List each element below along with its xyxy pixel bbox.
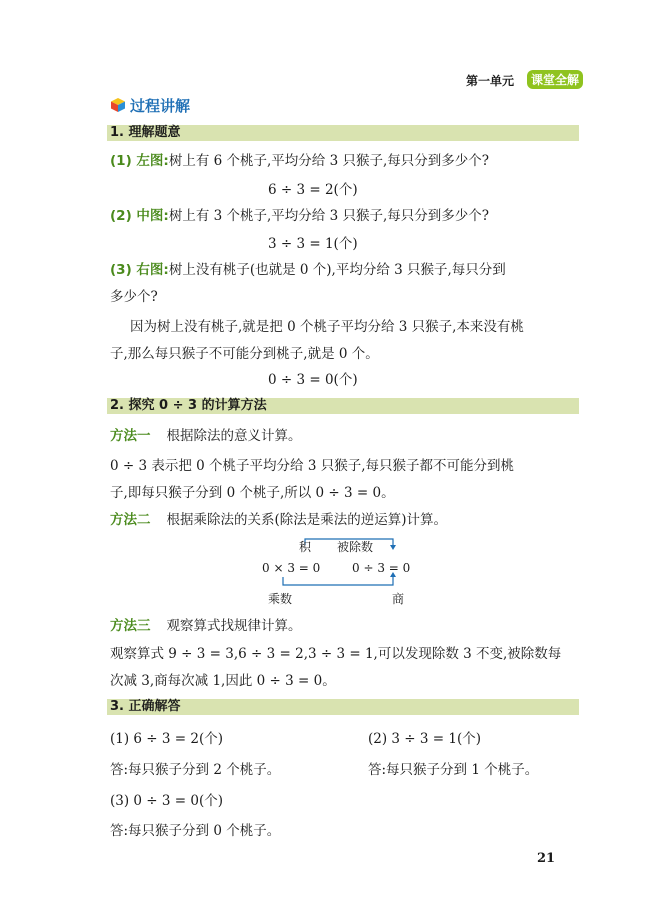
method-2-text: 根据乘除法的关系(除法是乘法的逆运算)计算。	[166, 512, 448, 528]
question-2	[110, 207, 489, 225]
method-1-label: 方法一	[110, 428, 151, 444]
method-3-line-2: 次减 3,商每次减 1,因此 0 ÷ 3 = 0。	[110, 673, 336, 689]
answer-3-text: 答:每只猴子分到 0 个桃子。	[110, 823, 281, 839]
upper-arrow-icon	[390, 545, 396, 550]
method-1-text: 根据除法的意义计算。	[166, 428, 302, 444]
method-2-label: 方法二	[110, 512, 151, 528]
answer-1-text: 答:每只猴子分到 2 个桃子。	[110, 762, 281, 778]
method-3	[110, 617, 302, 635]
question-1-label: (1) 左图:	[110, 153, 169, 169]
method-2	[110, 511, 447, 529]
explanation-line-2: 子,那么每只猴子不可能分到桃子,就是 0 个。	[110, 346, 379, 362]
answer-3-equation: (3) 0 ÷ 3 = 0(个)	[110, 793, 224, 809]
question-2-label: (2) 中图:	[110, 208, 169, 224]
page-number: 21	[537, 851, 556, 866]
label-product: 积	[299, 540, 312, 554]
cube-icon	[110, 97, 126, 113]
method-3-text: 观察算式找规律计算。	[166, 618, 302, 634]
question-3	[110, 261, 506, 279]
question-1	[110, 152, 489, 170]
unit-label: 第一单元	[466, 74, 515, 88]
heading-3: 3. 正确解答	[110, 699, 181, 714]
left-equation: 0 × 3 = 0	[262, 561, 321, 575]
equation-1: 6 ÷ 3 = 2(个)	[268, 182, 358, 198]
answer-1-equation: (1) 6 ÷ 3 = 2(个)	[110, 731, 224, 747]
question-1-text: 树上有 6 个桃子,平均分给 3 只猴子,每只分到多少个?	[168, 153, 490, 169]
brand-badge: 课堂全解	[527, 70, 583, 89]
method-1	[110, 427, 302, 445]
explanation-line-1: 因为树上没有桃子,就是把 0 个桃子平均分给 3 只猴子,本来没有桃	[130, 319, 524, 335]
right-equation: 0 ÷ 3 = 0	[352, 561, 411, 575]
equation-3: 0 ÷ 3 = 0(个)	[268, 372, 358, 388]
question-3-cont: 多少个?	[110, 289, 158, 305]
answer-2-text: 答:每只猴子分到 1 个桃子。	[368, 762, 539, 778]
lower-connector	[283, 577, 393, 585]
method-3-label: 方法三	[110, 618, 151, 634]
label-factor: 乘数	[268, 592, 293, 606]
question-2-text: 树上有 3 个桃子,平均分给 3 只猴子,每只分到多少个?	[168, 208, 490, 224]
heading-2: 2. 探究 0 ÷ 3 的计算方法	[110, 398, 267, 413]
answer-2-equation: (2) 3 ÷ 3 = 1(个)	[368, 731, 482, 747]
section-title: 过程讲解	[130, 97, 191, 115]
heading-1: 1. 理解题意	[110, 125, 181, 140]
equation-2: 3 ÷ 3 = 1(个)	[268, 236, 358, 252]
method-1-line-2: 子,即每只猴子分到 0 个桃子,所以 0 ÷ 3 = 0。	[110, 485, 395, 501]
label-quotient: 商	[392, 592, 405, 606]
question-3-label: (3) 右图:	[110, 262, 169, 278]
question-3-text: 树上没有桃子(也就是 0 个),平均分给 3 只猴子,每只分到	[168, 262, 506, 278]
method-3-line-1: 观察算式 9 ÷ 3 = 3,6 ÷ 3 = 2,3 ÷ 3 = 1,可以发现除数 3 不变,被除数每	[110, 646, 562, 662]
label-dividend: 被除数	[337, 540, 374, 554]
method-1-line-1: 0 ÷ 3 表示把 0 个桃子平均分给 3 只猴子,每只猴子都不可能分到桃	[110, 458, 514, 474]
